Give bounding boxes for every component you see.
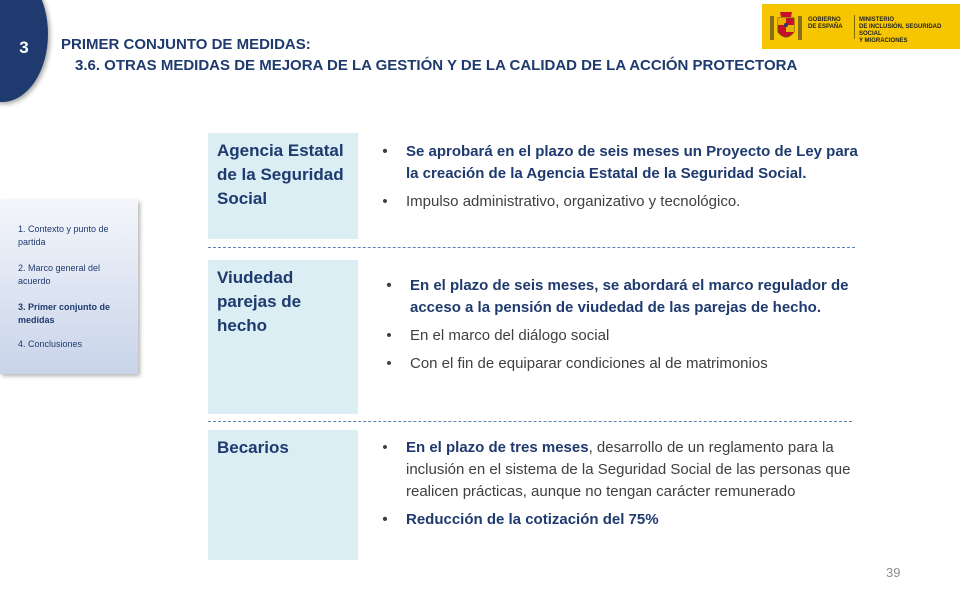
page-number: 39 <box>886 565 901 580</box>
coat-of-arms-icon <box>768 8 804 46</box>
list-item <box>380 141 860 185</box>
sidebar-item-contexto[interactable]: 1. Contexto y punto de partida <box>18 224 109 247</box>
page-title: PRIMER CONJUNTO DE MEDIDAS: <box>61 36 311 53</box>
list-item <box>380 509 870 531</box>
block-label-agencia: Agencia Estatal de la Seguridad Social <box>217 141 344 208</box>
bullet-text: En el marco del diálogo social <box>410 327 610 344</box>
ministerio-line-3: Y MIGRACIONES <box>859 38 908 44</box>
bullet-icon: • <box>382 439 388 456</box>
label-box-becarios <box>208 430 358 560</box>
bullet-list-viudedad <box>384 275 864 381</box>
ministerio-line-2: DE INCLUSIÓN, SEGURIDAD SOCIAL <box>859 24 942 37</box>
list-item <box>384 325 864 347</box>
bullet-text: Con el fin de equiparar condiciones al de matrimonios <box>410 355 768 372</box>
bullet-text: Reducción de la cotización del 75% <box>406 511 659 528</box>
list-item <box>384 275 864 319</box>
bullet-text: En el plazo de seis meses, se abordará el marco regulador de acceso a la pensión de viudedad de las parejas de hecho. <box>410 277 849 316</box>
list-item <box>384 353 864 375</box>
section-number: 3 <box>19 38 29 57</box>
ministerio-text <box>859 17 960 45</box>
gobierno-text <box>808 17 843 31</box>
bullet-icon: • <box>386 277 392 294</box>
bullet-icon: • <box>382 511 388 528</box>
bullet-list-agencia <box>380 141 860 219</box>
section-divider <box>208 421 852 422</box>
bullet-icon: • <box>386 355 392 372</box>
bullet-list-becarios <box>380 437 870 537</box>
logo-separator <box>854 15 855 39</box>
bullet-text: Impulso administrativo, organizativo y tecnológico. <box>406 193 741 210</box>
bullet-text: , desarrollo de un reglamento para la inclusión en el sistema de la Seguridad Social de las personas que realicen prácticas, aunque no tengan carácter remunerado <box>406 439 851 500</box>
ministerio-line-1: MINISTERIO <box>859 17 895 23</box>
bullet-text: Se aprobará en el plazo de seis meses un Proyecto de Ley para la creación de la Agencia Estatal de la Seguridad Social. <box>406 143 858 182</box>
bullet-icon: • <box>382 143 388 160</box>
label-box-viudedad <box>208 260 358 414</box>
sidebar-item-primer-conjunto[interactable]: 3. Primer conjunto de medidas <box>18 302 111 325</box>
page-subtitle: 3.6. OTRAS MEDIDAS DE MEJORA DE LA GESTIÓN Y DE LA CALIDAD DE LA ACCIÓN PROTECTORA <box>75 57 798 74</box>
list-item <box>380 191 860 213</box>
block-label-viudedad: Viudedad parejas de hecho <box>217 268 302 335</box>
label-box-agencia <box>208 133 358 239</box>
list-item <box>380 437 870 503</box>
bullet-bold-text: En el plazo de tres meses <box>406 439 589 456</box>
sidebar-item-marco-general[interactable]: 2. Marco general del acuerdo <box>18 263 101 286</box>
gobierno-line-1: GOBIERNO <box>808 17 841 23</box>
bullet-icon: • <box>382 193 388 210</box>
gobierno-line-2: DE ESPAÑA <box>808 24 843 30</box>
bullet-icon: • <box>386 327 392 344</box>
sidebar-item-conclusiones[interactable]: 4. Conclusiones <box>18 339 83 349</box>
block-label-becarios: Becarios <box>217 438 289 457</box>
section-divider <box>208 247 855 248</box>
government-logo <box>762 4 960 49</box>
sidebar-nav <box>0 200 138 374</box>
